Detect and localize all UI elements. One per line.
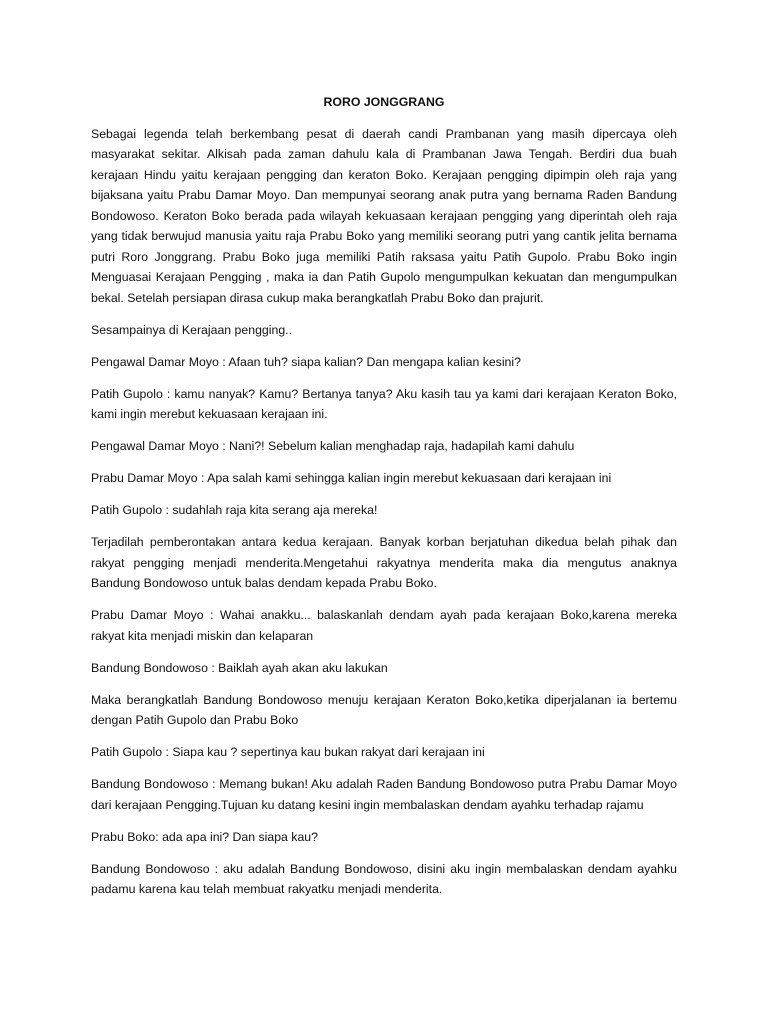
dialogue-line: Patih Gupolo : Siapa kau ? sepertinya kau bukan rakyat dari kerajaan ini [91,745,485,759]
document-title: RORO JONGGRANG [323,95,445,109]
dialogue-line: Prabu Damar Moyo : Apa salah kami sehingga kalian ingin merebut kekuasaan dari kerajaan ini [91,471,612,485]
dialogue-line: Bandung Bondowoso : aku adalah Bandung Bondowoso, disini aku ingin membalaskan dendam ayahku padamu karena kau telah membuat rakyatku menjadi menderita. [91,861,677,896]
narrative-paragraph: Maka berangkatlah Bandung Bondowoso menuju kerajaan Keraton Boko,ketika diperjalanan ia bertemu dengan Patih Gupolo dan Prabu Boko [91,692,677,727]
paragraph-intro: Sebagai legenda telah berkembang pesat di daerah candi Prambanan yang masih dipercaya oleh masyarakat sekitar. Alkisah pada zaman dahulu kala di Prambanan Jawa Tengah. Berdiri dua buah kerajaan Hindu yaitu kerajaan pengging dan keraton Boko. Kerajaan pengging dipimpin oleh raja yang bijaksana yaitu Prabu Damar Moyo. Dan mempunyai seorang anak putra yang bernama Raden Bandung Bondowoso. Keraton Boko berada pada wilayah kekuasaan kerajaan pengging yang diperintah oleh raja yang tidak berwujud manusia yaitu raja Prabu Boko yang memiliki seorang putri yang cantik jelita bernama putri Roro Jonggrang. Prabu Boko juga memiliki Patih raksasa yaitu Patih Gupolo. Prabu Boko ingin Menguasai Kerajaan Pengging , maka ia dan Patih Gupolo mengumpulkan kekuatan dan mengumpulkan bekal. Setelah persiapan dirasa cukup maka berangkatlah Prabu Boko dan prajurit. [91,126,677,305]
dialogue-line: Patih Gupolo : kamu nanyak? Kamu? Bertanya tanya? Aku kasih tau ya kami dari kerajaan Keraton Boko, kami ingin merebut kekuasaan kerajaan ini. [91,386,677,421]
dialogue-line: Patih Gupolo : sudahlah raja kita serang aja mereka! [91,503,378,517]
narrative-paragraph: Terjadilah pemberontakan antara kedua kerajaan. Banyak korban berjatuhan dikedua belah pihak dan rakyat pengging menjadi menderita.Mengetahui rakyatnya menderita maka dia mengutus anaknya Bandung Bondowoso untuk balas dendam kepada Prabu Boko. [91,535,677,590]
dialogue-line: Prabu Damar Moyo : Wahai anakku... balaskanlah dendam ayah pada kerajaan Boko,karena mereka rakyat kita menjadi miskin dan kelaparan [91,608,677,643]
dialogue-line: Pengawal Damar Moyo : Nani?! Sebelum kalian menghadap raja, hadapilah kami dahulu [91,439,575,453]
dialogue-line: Bandung Bondowoso : Baiklah ayah akan aku lakukan [91,660,388,675]
document-page [91,92,677,911]
dialogue-line: Bandung Bondowoso : Memang bukan! Aku adalah Raden Bandung Bondowoso putra Prabu Damar Moyo dari kerajaan Pengging.Tujuan ku datang kesini ingin membalaskan dendam ayahku terhadap rajamu [91,777,677,812]
dialogue-line: Pengawal Damar Moyo : Afaan tuh? siapa kalian? Dan mengapa kalian kesini? [91,354,521,369]
dialogue-line: Prabu Boko: ada apa ini? Dan siapa kau? [91,829,318,844]
paragraph-arrival: Sesampainya di Kerajaan pengging.. [91,322,292,337]
